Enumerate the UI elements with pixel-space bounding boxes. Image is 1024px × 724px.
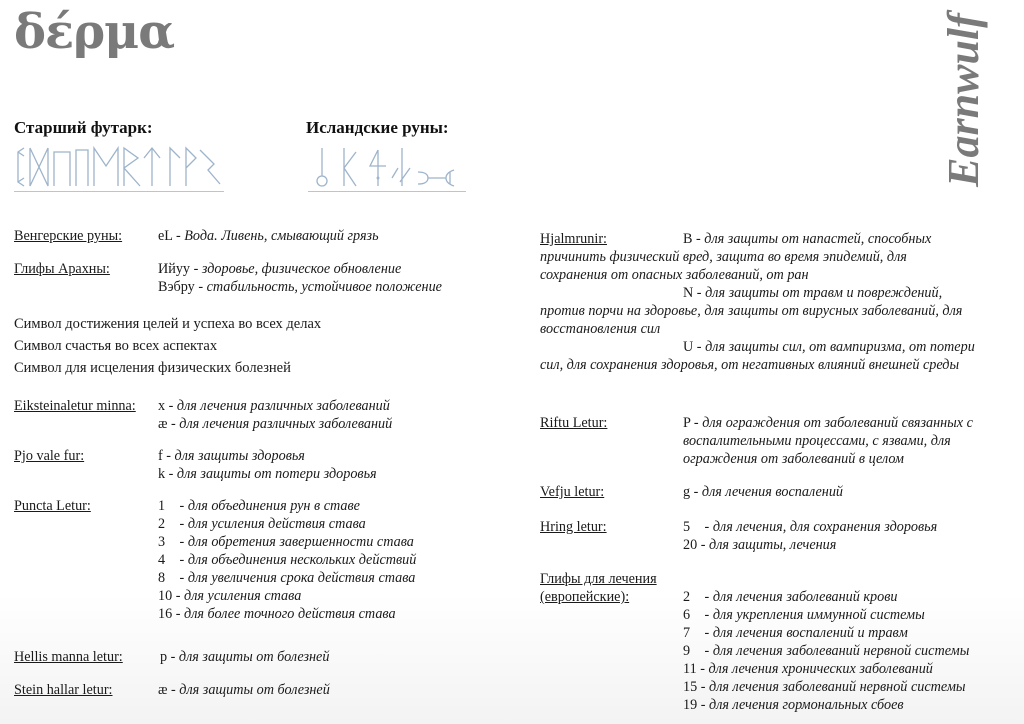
section-label: Венгерские руны: (14, 228, 123, 244)
hring-letur-list (683, 518, 937, 554)
rune-desc: здоровье, физическое обновление (201, 261, 402, 277)
rune-key: 8 (158, 570, 166, 586)
list-item (158, 465, 377, 483)
page-title: δέρμα (14, 4, 175, 60)
section-label: Vefju letur: (540, 484, 605, 500)
list-item (540, 284, 1020, 302)
rune-key: 4 (158, 552, 166, 568)
rune-desc: для объединения рун в ставе (187, 498, 360, 514)
list-item: 1 - для объединения рун в ставе (158, 498, 360, 514)
rune-key: 5 (683, 519, 691, 535)
rune-desc: для лечения гормональных сбоев (709, 697, 904, 713)
section-label: Глифы для лечения (540, 571, 657, 587)
rune-key: 3 (158, 534, 166, 550)
rune-desc: стабильность, устойчивое положение (206, 279, 442, 295)
rune-desc: для более точного действия става (184, 606, 396, 622)
rune-desc: для укрепления иммунной системы (712, 607, 925, 623)
list-item (158, 415, 392, 433)
list-item (683, 483, 843, 501)
section-label: Hjalmrunir: (540, 231, 607, 247)
rune-desc: для лечения хронических заболеваний (708, 661, 933, 677)
hring-letur-section (540, 518, 607, 536)
rune-desc: ограждения от заболеваний в целом (683, 451, 904, 467)
list-item: 10 - для усиления става (158, 588, 302, 604)
rune-desc: сохранения от опасных заболеваний, от ран (540, 267, 809, 283)
vefju-letur-section (540, 483, 604, 501)
rune-key: 20 (683, 537, 698, 553)
rune-desc: для защиты от напастей, способных (704, 231, 932, 247)
rune-desc: для защиты от травм и повреждений, (705, 285, 943, 301)
list-item (160, 648, 329, 666)
arachne-section (14, 260, 110, 278)
rune-key: 6 (683, 607, 691, 623)
rune-desc: для лечения заболеваний крови (712, 589, 898, 605)
rune-desc: для лечения воспалений (701, 484, 844, 500)
hellis-manna-section (14, 648, 123, 666)
list-item: 11 - для лечения хронических заболеваний (683, 661, 933, 677)
rune-key: æ - (158, 416, 180, 432)
list-item: 2 - для лечения заболеваний крови (683, 589, 898, 605)
rune-desc: для защиты здоровья (174, 448, 305, 464)
symbol-line: Символ достижения целей и успеха во всех делах (14, 316, 322, 332)
rune-desc: Вода. Ливень, смывающий грязь (184, 228, 379, 244)
rune-key: x - (158, 398, 177, 414)
riftu-letur-entry (683, 414, 973, 468)
list-item: 7 - для лечения воспалений и травм (683, 625, 908, 641)
side-title: Earnwulf (939, 13, 988, 187)
rune-key: 9 (683, 643, 691, 659)
rune-desc: для лечения, для сохранения здоровья (712, 519, 938, 535)
rune-key: 10 (158, 588, 173, 604)
list-item: 5 - для лечения, для сохранения здоровья (683, 519, 938, 535)
list-item (158, 397, 390, 415)
rune-desc: для лечения заболеваний нервной системы (712, 643, 970, 659)
rune-key: Ийуу - (158, 261, 202, 277)
list-item: 2 - для усиления действия става (158, 516, 366, 532)
riftu-letur-section (540, 414, 607, 432)
rune-desc: для защиты от потери здоровья (176, 466, 377, 482)
symbol-line: Символ счастья во всех аспектах (14, 338, 218, 354)
puncta-letur-list (158, 497, 416, 623)
rune-key: 15 (683, 679, 698, 695)
rune-desc: для лечения различных заболеваний (176, 398, 390, 414)
rune-desc: для защиты от болезней (178, 649, 330, 665)
list-item (158, 447, 305, 465)
section-label: Eiksteinaletur minna: (14, 398, 136, 414)
section-label: Pjo vale fur: (14, 448, 85, 464)
rune-desc: для лечения заболеваний нервной системы (709, 679, 966, 695)
section-label: Stein hallar letur: (14, 682, 113, 698)
section-label: Puncta Letur: (14, 498, 91, 514)
rune-key: eL - (158, 228, 185, 244)
list-item: 9 - для лечения заболеваний нервной системы (683, 643, 970, 659)
rune-key: 19 (683, 697, 698, 713)
list-item: 20 - для защиты, лечения (683, 537, 837, 553)
rune-key: k - (158, 466, 177, 482)
rune-desc: для защиты от болезней (179, 682, 330, 698)
elder-futhark-heading: Старший футарк: (14, 118, 153, 137)
stein-hallar-section (14, 681, 113, 699)
rune-desc: причинить физический вред, защита во время эпидемий, для (540, 249, 907, 265)
rune-key: Вэбру - (158, 279, 207, 295)
list-item: 3 - для обретения завершенности става (158, 534, 414, 550)
puncta-letur-section (14, 497, 91, 515)
list-item: 6 - для укрепления иммунной системы (683, 607, 925, 623)
hungarian-runes-entry (158, 227, 379, 245)
list-item (540, 230, 1020, 248)
rune-key: 16 (158, 606, 173, 622)
rune-desc: для защиты сил, от вампиризма, от потери (705, 339, 975, 355)
section-label: Riftu Letur: (540, 415, 608, 431)
hungarian-runes-section (14, 227, 122, 245)
icelandic-runes-heading: Исландские руны: (306, 118, 449, 137)
rune-desc: против порчи на здоровье, для защиты от вирусных заболеваний, для (540, 303, 963, 319)
healing-glyphs-section (540, 570, 657, 606)
list-item: 19 - для лечения гормональных сбоев (683, 697, 904, 713)
rune-key: 2 (683, 589, 691, 605)
elder-futhark-runes-icon (14, 146, 224, 188)
rune-key: æ - (158, 682, 180, 698)
rune-key: 7 (683, 625, 691, 641)
section-label: Hring letur: (540, 519, 607, 535)
symbol-line: Символ для исцеления физических болезней (14, 360, 291, 376)
rune-key: P - (683, 415, 703, 431)
list-item (540, 338, 1020, 356)
rune-key: g - (683, 484, 702, 500)
rune-desc: воспалительными процессами, с язвами, для (683, 433, 951, 449)
rune-desc: для ограждения от заболеваний связанных с (702, 415, 973, 431)
rune-divider (308, 191, 466, 192)
rune-desc: для усиления действия става (187, 516, 366, 532)
rune-desc: для защиты, лечения (709, 537, 837, 553)
pjo-vale-fur-section (14, 447, 84, 465)
list-item: 8 - для увеличения срока действия става (158, 570, 416, 586)
rune-key: 11 (683, 661, 697, 677)
healing-glyphs-list (683, 588, 969, 714)
rune-desc: для лечения воспалений и травм (712, 625, 908, 641)
section-label: Глифы Арахны: (14, 261, 110, 277)
rune-key: f - (158, 448, 175, 464)
list-item (158, 278, 442, 296)
rune-key: 1 (158, 498, 166, 514)
rune-key: p - (160, 649, 179, 665)
rune-divider (14, 191, 224, 192)
list-item: 16 - для более точного действия става (158, 606, 396, 622)
hjalmrunir-list (540, 230, 1020, 374)
rune-desc: для обретения завершенности става (187, 534, 414, 550)
rune-key: U - (683, 339, 706, 355)
rune-key: 2 (158, 516, 166, 532)
rune-desc: для увеличения срока действия става (187, 570, 416, 586)
list-item: 4 - для объединения нескольких действий (158, 552, 417, 568)
list-item: 15 - для лечения заболеваний нервной системы (683, 679, 966, 695)
rune-desc: для лечения различных заболеваний (179, 416, 393, 432)
rune-key: B - (683, 231, 705, 247)
section-label: Hellis manna letur: (14, 649, 123, 665)
list-item (158, 260, 401, 278)
icelandic-runes-icon (306, 146, 466, 188)
eiksteinaletur-section (14, 397, 136, 415)
list-item (158, 681, 330, 699)
rune-desc: восстановления сил (540, 321, 661, 337)
rune-key: N - (683, 285, 706, 301)
section-label: (европейские): (540, 589, 630, 605)
rune-desc: для усиления става (184, 588, 302, 604)
rune-desc: для объединения нескольких действий (187, 552, 417, 568)
rune-desc: сил, для сохранения здоровья, от негативных влияний внешней среды (540, 357, 960, 373)
